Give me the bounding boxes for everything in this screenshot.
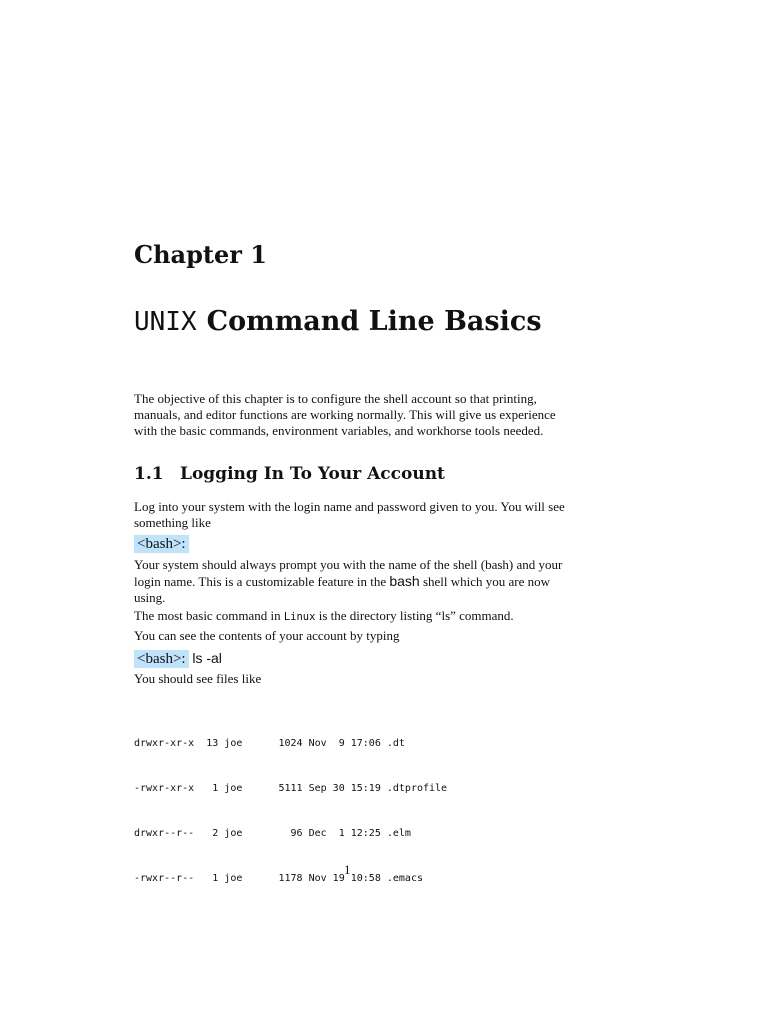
prompt-example-2: [134, 650, 222, 668]
listing-line: drwxr--r-- 2 joe 96 Dec 1 12:25 .elm: [134, 828, 411, 839]
chapter-label: Chapter 1: [134, 240, 267, 269]
bash-prompt: <bash>:: [134, 535, 189, 553]
system-paragraph: [134, 557, 574, 606]
system-text-after: shell which you are now using.: [134, 574, 551, 605]
chapter-title: [134, 306, 542, 337]
bash-prompt: <bash>:: [134, 650, 189, 668]
listing-line: -rwxr-xr-x 1 joe 5111 Sep 30 15:19 .dtprofile: [134, 783, 448, 794]
basic-command-paragraph: [134, 608, 574, 625]
page-number: 1: [344, 862, 351, 877]
section-heading: [134, 464, 445, 484]
directory-listing: [134, 706, 447, 916]
listing-line: -rwxr--r-- 1 joe 1178 Nov 19 10:58 .emacs: [134, 873, 423, 884]
basic-text-after: is the directory listing “ls” command.: [315, 608, 514, 623]
system-text-before: Your system should always prompt you with the name of the shell (bash) and your login name. This is a customizable feature in the: [134, 557, 563, 589]
listing-line: drwxr-xr-x 13 joe 1024 Nov 9 17:06 .dt: [134, 738, 405, 749]
files-paragraph: You should see files like: [134, 671, 262, 686]
chapter-title-unix: UNIX: [134, 307, 197, 337]
contents-paragraph: You can see the contents of your account by typing: [134, 628, 400, 643]
login-paragraph: Log into your system with the login name and password given to you. You will see something like: [134, 499, 565, 530]
basic-os-name: Linux: [283, 611, 316, 623]
prompt-example-1: [134, 536, 189, 553]
basic-text-before: The most basic command in: [134, 608, 284, 623]
ls-command: ls -al: [192, 650, 222, 666]
system-shell-name: bash: [389, 573, 420, 589]
chapter-title-text: Command Line Basics: [206, 306, 542, 337]
section-number: 1.1: [134, 464, 164, 484]
intro-paragraph: The objective of this chapter is to configure the shell account so that printing, manuals, and editor functions are working normally. This will give us experience with the basic commands, environment variables, and workhorse tools needed.: [134, 391, 556, 438]
section-title: Logging In To Your Account: [180, 464, 445, 484]
